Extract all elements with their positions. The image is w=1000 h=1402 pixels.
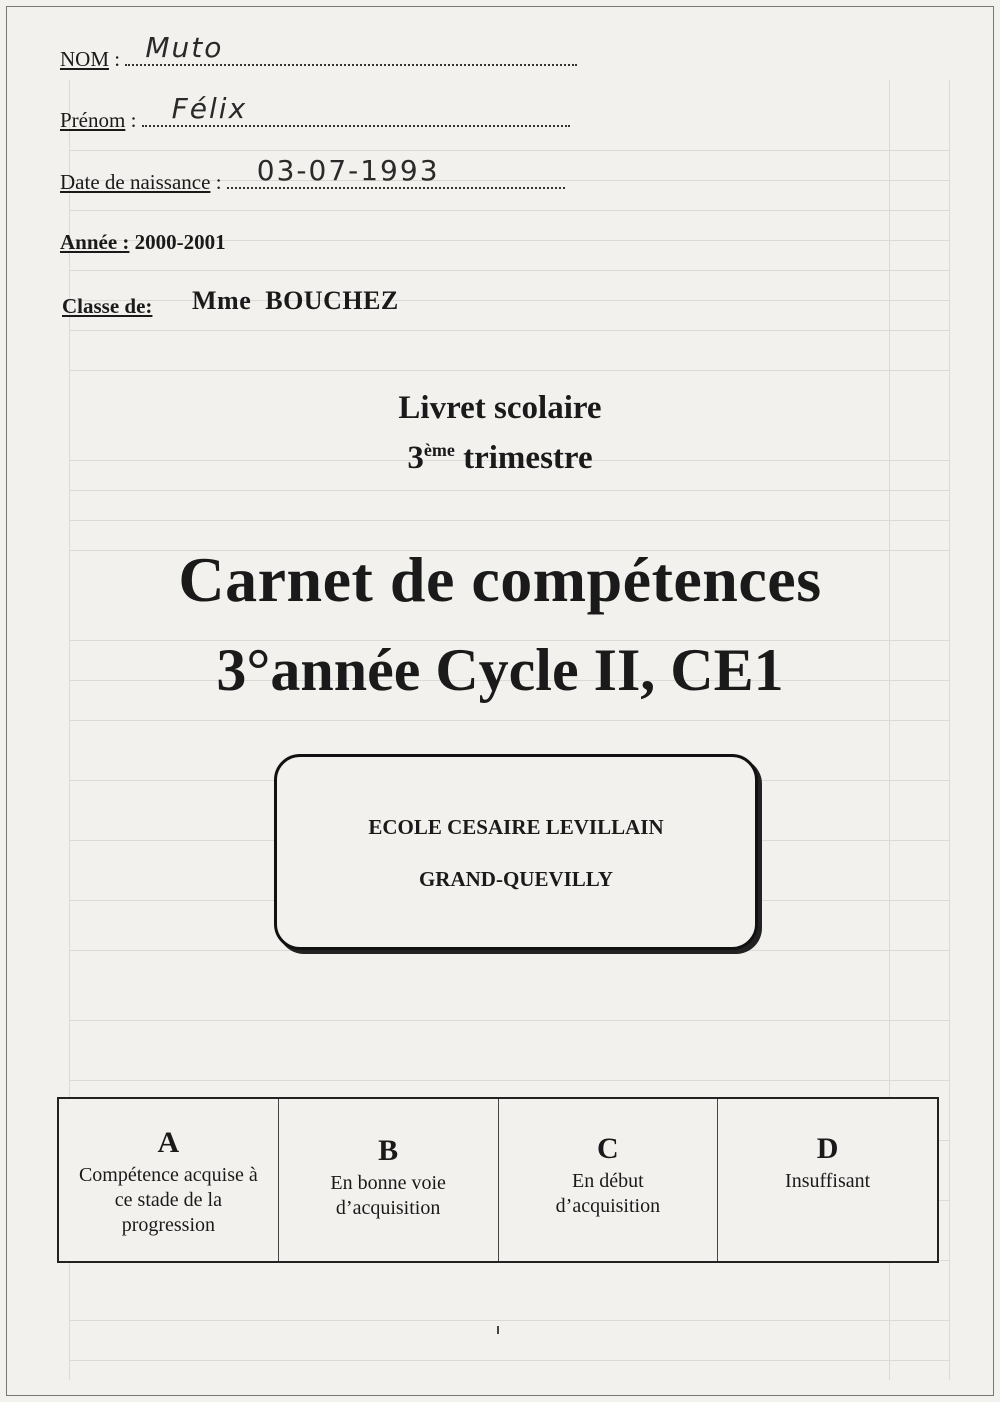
- birth-line: [227, 154, 565, 189]
- page-tick-mark: [497, 1326, 499, 1334]
- legend-letter: C: [597, 1132, 619, 1165]
- nom-field: NOM : Muto: [60, 46, 577, 72]
- school-box: [274, 754, 758, 950]
- prenom-handwritten: Félix: [171, 92, 248, 125]
- prenom-line: [142, 92, 570, 127]
- trimester-line: [0, 440, 1000, 477]
- birth-handwritten: 03-07-1993: [256, 154, 440, 187]
- nom-handwritten: Muto: [145, 31, 224, 64]
- main-title: Carnet de compétences: [178, 544, 822, 615]
- class-field: [62, 294, 152, 319]
- legend-desc: En bonne voie d’acquisition: [330, 1172, 446, 1219]
- legend-cell-d: [718, 1099, 937, 1261]
- legend-letter: D: [816, 1132, 839, 1165]
- legend-desc: Insuffisant: [785, 1170, 871, 1192]
- class-label: Classe de:: [62, 294, 153, 318]
- legend-cell-a: [59, 1099, 279, 1261]
- school-city: GRAND-QUEVILLY: [418, 867, 614, 891]
- prenom-field: Prénom : Félix: [60, 107, 570, 133]
- nom-label: NOM: [60, 47, 110, 71]
- year-value: 2000-2001: [134, 230, 226, 254]
- legend-letter: B: [378, 1134, 399, 1167]
- main-subtitle: 3°année Cycle II, CE1: [216, 637, 784, 703]
- legend-cell-b: [279, 1099, 499, 1261]
- year-field: [60, 230, 226, 255]
- birth-label: Date de naissance: [60, 170, 211, 194]
- prenom-label: Prénom: [60, 108, 126, 132]
- birth-field: Date de naissance : 03-07-1993: [60, 169, 565, 195]
- year-label: Année :: [60, 230, 130, 254]
- legend-table: [57, 1097, 939, 1263]
- livret-title: Livret scolaire: [398, 390, 602, 426]
- trimester-sup: ème: [423, 440, 455, 460]
- school-name: ECOLE CESAIRE LEVILLAIN: [368, 815, 664, 839]
- teacher-name: Mme BOUCHEZ: [192, 286, 399, 315]
- trimester-number: 3: [407, 440, 424, 476]
- trimester-word: trimestre: [463, 440, 593, 476]
- legend-desc: Compétence acquise à ce stade de la progression: [78, 1164, 258, 1236]
- legend-letter: A: [157, 1126, 180, 1159]
- legend-cell-c: [499, 1099, 719, 1261]
- legend-desc: En début d’acquisition: [555, 1170, 661, 1217]
